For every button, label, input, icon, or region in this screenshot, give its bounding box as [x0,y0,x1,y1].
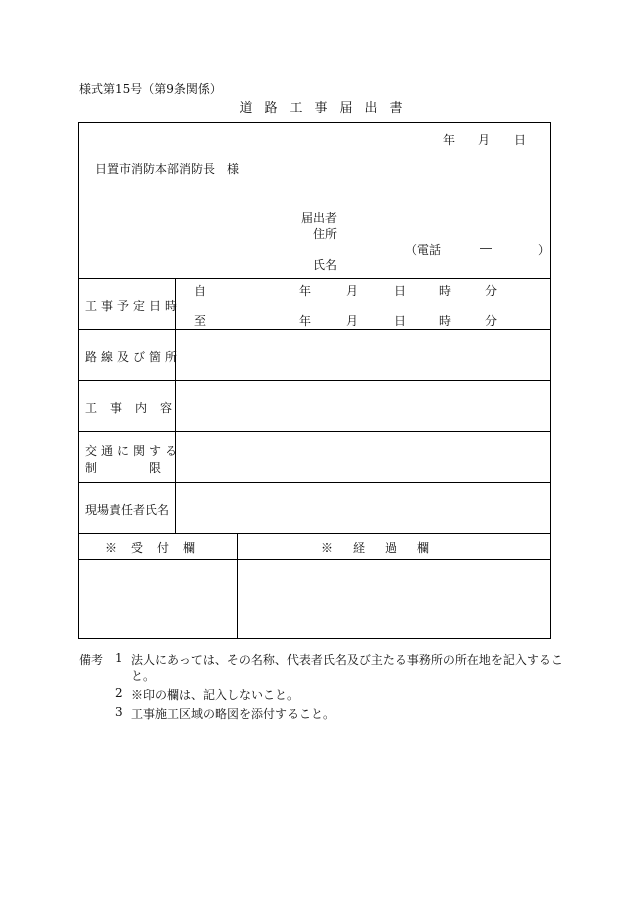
row-divider [79,278,550,279]
schedule-label: 工事予定日時 [85,299,182,313]
to-hour-unit: 時 [439,314,452,328]
note-1-continuation: と。 [131,669,156,683]
traffic-field[interactable] [176,432,550,481]
notes-heading: 備考 [79,653,104,667]
progress-field[interactable] [238,560,550,638]
phone-open: （電話 [405,243,442,257]
form-table [78,122,551,639]
addressee: 日置市消防本部消防長 様 [95,162,240,176]
phone-close: ） [538,243,551,257]
traffic-label-line2: 制限 [85,461,214,475]
route-label: 路線及び箇所 [85,350,182,364]
content-field[interactable] [176,381,550,430]
from-year-unit: 年 [299,284,312,298]
note-1-text: 法人にあっては、その名称、代表者氏名及び主たる事務所の所在地を記入するこ [131,653,563,667]
date-month-unit: 月 [478,133,491,147]
to-month-unit: 月 [346,314,359,328]
to-day-unit: 日 [394,314,407,328]
note-3-text: 工事施工区域の略図を添付すること。 [131,707,336,721]
supervisor-label: 現場責任者氏名 [85,503,170,517]
schedule-from: 自 [194,284,207,298]
note-1-number: 1 [115,651,123,665]
row-divider [79,533,550,534]
to-year-unit: 年 [299,314,312,328]
note-3-number: 3 [115,705,123,719]
progress-column-header: ※経過欄 [321,541,450,555]
name-label: 氏名 [313,258,338,272]
content-label: 工事内容 [85,401,186,415]
phone-dash: ― [480,241,492,255]
note-2-number: 2 [115,686,123,700]
supervisor-field[interactable] [176,483,550,532]
reception-column-header: ※受付欄 [105,541,210,555]
from-minute-unit: 分 [485,284,498,298]
notifier-label: 届出者 [301,211,338,225]
from-hour-unit: 時 [439,284,452,298]
to-minute-unit: 分 [485,314,498,328]
date-day-unit: 日 [514,133,527,147]
document-title: 道路工事届出書 [239,101,415,116]
schedule-to: 至 [194,314,207,328]
from-month-unit: 月 [346,284,359,298]
date-year-unit: 年 [443,133,456,147]
form-number: 様式第15号（第9条関係） [79,82,222,96]
from-day-unit: 日 [394,284,407,298]
note-2-text: ※印の欄は、記入しないこと。 [131,688,300,702]
route-field[interactable] [176,330,550,379]
traffic-label-line1: 交通に関する [85,444,182,458]
address-label: 住所 [313,227,338,241]
reception-field[interactable] [79,560,236,638]
